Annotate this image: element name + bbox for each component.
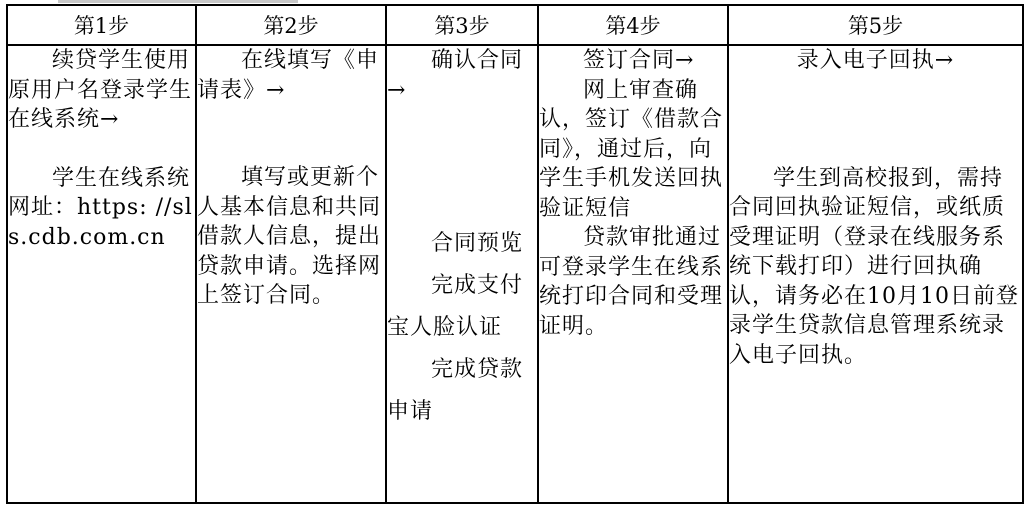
step-1-login-text: 续贷学生使用原用户名登录学生在线系统→ (8, 48, 193, 132)
step-2-fill-form: 在线填写《申请表》→ (197, 48, 380, 103)
step-4-cell (538, 45, 728, 503)
header-step-3: 第3步 (386, 5, 538, 45)
step-3-confirm: 确认合同→ (387, 48, 524, 103)
header-row (7, 5, 1023, 45)
step-3-alipay: 完成支付宝人脸认证 (387, 273, 524, 340)
step-2-cell (196, 45, 386, 503)
step-4-review: 网上审查确认，签订《借款合同》，通过后，向学生手机发送回执验证短信 (539, 77, 724, 221)
step-1-cell (7, 45, 196, 503)
step-3-cell (386, 45, 538, 503)
content-row (7, 45, 1023, 503)
step-5-enter-receipt: 录入电子回执→ (796, 48, 955, 73)
step-4-sign: 签订合同→ (583, 48, 695, 73)
header-step-1: 第1步 (7, 5, 196, 45)
top-edge-mark (58, 0, 298, 3)
header-step-5: 第5步 (728, 5, 1023, 45)
step-2-fill-detail: 填写或更新个人基本信息和共同借款人信息，提出贷款申请。选择网上签订合同。 (197, 165, 382, 308)
step-4-approval: 贷款审批通过可登录学生在线系统打印合同和受理证明。 (539, 225, 724, 339)
loan-steps-table (6, 4, 1024, 504)
step-1-site-text: 学生在线系统网址：https: //sls.cdb.com.cn (8, 165, 193, 250)
step-3-preview: 合同预览 (431, 231, 524, 256)
step-5-cell (728, 45, 1023, 503)
header-step-2: 第2步 (196, 5, 386, 45)
step-5-detail: 学生到高校报到，需持合同回执验证短信，或纸质受理证明（登录在线服务系统下载打印）进行回执确认，请务必在10月10日前登录学生贷款信息管理系统录入电子回执。 (729, 165, 1019, 368)
step-3-apply: 完成贷款申请 (387, 357, 524, 424)
header-step-4: 第4步 (538, 5, 728, 45)
